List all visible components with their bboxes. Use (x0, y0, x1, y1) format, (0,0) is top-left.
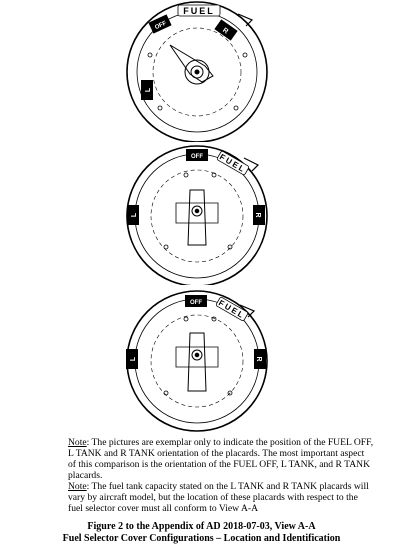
svg-text:R: R (221, 26, 230, 36)
placard-fuel-off (148, 14, 171, 33)
figure-top-selector (0, 0, 403, 142)
note-label: Note (68, 437, 87, 448)
placard-right-tank (214, 19, 237, 40)
placard-fuel-off (185, 295, 207, 307)
selector-cover-top (127, 2, 267, 142)
svg-text:L: L (145, 87, 152, 93)
notes (68, 437, 374, 514)
caption-line-1: Figure 2 to the Appendix of AD 2018-07-03, View A-A (87, 521, 316, 532)
svg-text:FUEL: FUEL (216, 298, 247, 321)
placard-right-tank (253, 205, 265, 225)
svg-text:R: R (254, 212, 261, 218)
svg-text:FUEL: FUEL (183, 6, 215, 16)
figure-middle-selector (0, 145, 403, 285)
caption-line-2: Fuel Selector Cover Configurations – Location and Identification (62, 532, 341, 544)
note-paragraph-1 (68, 437, 374, 481)
svg-text:R: R (255, 356, 262, 362)
note-text: : The fuel tank capacity stated on the L TANK and R TANK placards will vary by aircraft model, but the location of these placards with respect to the fuel selector cover must all conform to View A-A (68, 481, 369, 514)
placard-left-tank (127, 205, 139, 225)
ring-label-fuel (178, 5, 220, 16)
svg-text:OFF: OFF (190, 300, 202, 306)
figure-bottom-selector (0, 287, 403, 433)
svg-text:OFF: OFF (154, 20, 168, 32)
note-paragraph-2 (68, 481, 374, 514)
svg-text:L: L (131, 212, 138, 218)
svg-text:L: L (130, 356, 137, 362)
figure-caption (0, 521, 403, 544)
svg-text:OFF: OFF (191, 154, 203, 160)
placard-fuel-off (186, 149, 208, 161)
svg-text:FUEL: FUEL (217, 152, 248, 175)
note-label: Note (68, 481, 87, 492)
placard-right-tank (254, 349, 266, 369)
placard-left-tank (126, 349, 138, 369)
note-text: : The pictures are exemplar only to indicate the position of the FUEL OFF, L TANK and R TANK orientation of the placards. The most important aspect of this comparison is the orientation of the FUEL OFF, L TANK, and R TANK placards. (68, 437, 374, 481)
ring-label-fuel (217, 151, 250, 176)
placard-left-tank (141, 80, 153, 100)
